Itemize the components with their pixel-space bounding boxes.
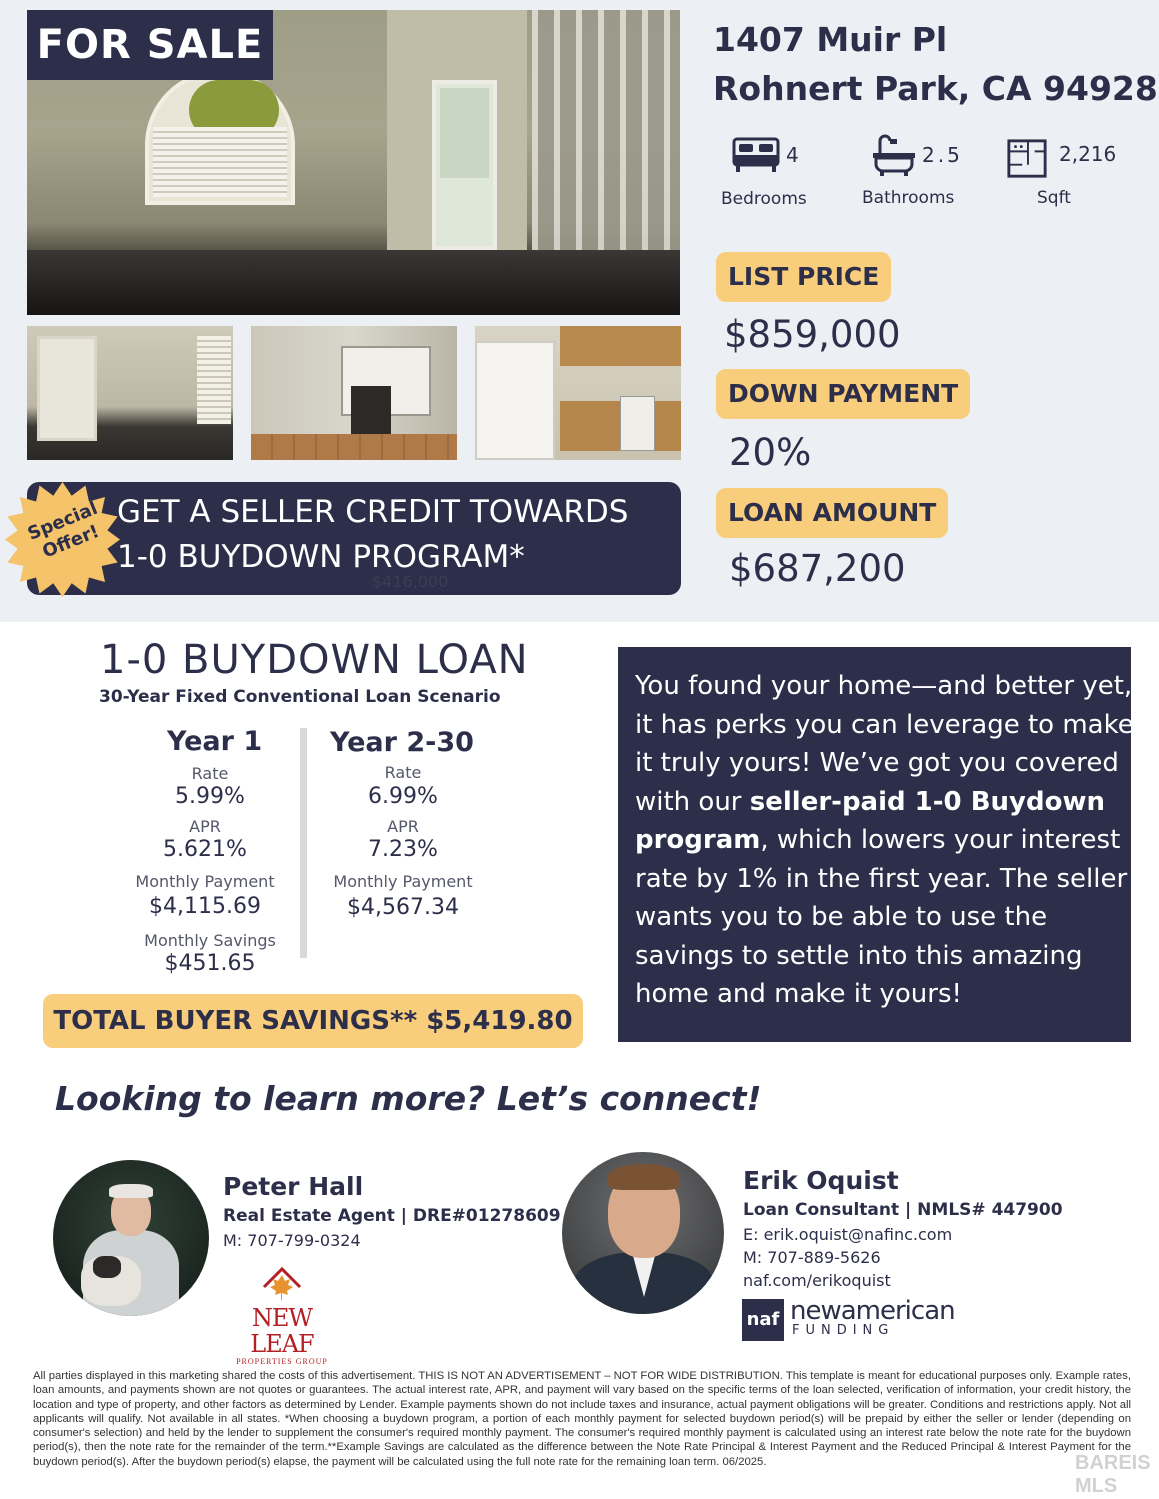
front-door <box>432 80 497 250</box>
bathtub-icon <box>870 133 920 181</box>
agent-avatar <box>53 1160 209 1316</box>
lender-name: Erik Oquist <box>743 1166 899 1195</box>
year2-payment-label: Monthly Payment <box>333 872 473 891</box>
ghost-price: $416,000 <box>372 572 449 591</box>
year1-apr: 5.621% <box>163 837 247 862</box>
naf-logo-mark: naf <box>742 1299 784 1341</box>
year1-savings-label: Monthly Savings <box>144 931 276 950</box>
legal-disclaimer: All parties displayed in this marketing shared the costs of this advertisement. THIS IS NOT AN ADVERTISEMENT – NOT FOR WIDE DISTRIBUTION. This template is meant for educational purposes only. Example rates, loan amounts, and payments shown are not quotes or guarantees. The actual interest rate, APR, and payment will vary based on the specific terms of the loan selected, verification of information, your credit history, the location and type of property, and other factors as determined by Lender. Example payments shown do not include taxes and insurance, actual payment obligations will be greater. Conditions and restrictions apply. Not all applicants will qualify. Not available in all states. *When choosing a buydown program, a portion of each monthly payment for selected buydown period(s) will be prepaid by either the seller or lender (depending on consumer's selection) and held by the lender to supplement the consumer's required monthly payment. The consumer's required monthly payment is calculated using an interest rate below the note rate for the buydown period(s), then the note rate for the remainder of the term.**Example Savings are calculated as the difference between the Note Rate Principal & Interest Payment and the Reduced Principal & Interest Payment for the buydown period(s). After the buydown period(s) elapse, the payment will be calculated using the full note rate for the remaining loan term. 06/2025. <box>33 1370 1131 1468</box>
year1-heading: Year 1 <box>167 726 263 757</box>
loan-amount-pill: LOAN AMOUNT <box>716 488 948 538</box>
connect-heading: Looking to learn more? Let’s connect! <box>55 1079 762 1118</box>
lender-avatar <box>562 1152 724 1314</box>
loan-amount-value: $687,200 <box>729 547 906 590</box>
bed-icon <box>731 133 781 181</box>
staircase <box>532 10 680 270</box>
new-leaf-name: NEW LEAF <box>250 1304 314 1358</box>
year2-apr-label: APR <box>387 817 419 836</box>
year2-heading: Year 2-30 <box>330 727 474 758</box>
thumbnail-kitchen[interactable] <box>475 326 681 460</box>
total-savings-pill: TOTAL BUYER SAVINGS** $5,419.80 <box>43 994 583 1048</box>
floorplan-icon <box>1005 138 1049 184</box>
thumbnail-laundry[interactable] <box>251 326 457 460</box>
agent-phone[interactable]: M: 707-799-0324 <box>223 1231 361 1250</box>
for-sale-badge: FOR SALE <box>27 10 273 80</box>
lender-role: Loan Consultant | NMLS# 447900 <box>743 1200 1063 1220</box>
year1-rate-label: Rate <box>191 764 229 783</box>
buydown-subtitle: 30-Year Fixed Conventional Loan Scenario <box>99 687 501 707</box>
agent-name: Peter Hall <box>223 1172 364 1201</box>
lender-website[interactable]: naf.com/erikoquist <box>743 1271 891 1290</box>
address-street: 1407 Muir Pl <box>713 20 948 59</box>
thumbnail-living-room[interactable] <box>27 326 233 460</box>
year2-rate-label: Rate <box>384 763 422 782</box>
list-price-pill: LIST PRICE <box>716 252 891 302</box>
new-leaf-sub: PROPERTIES GROUP <box>236 1357 328 1366</box>
lender-email[interactable]: E: erik.oquist@nafinc.com <box>743 1225 953 1244</box>
year2-payment: $4,567.34 <box>347 895 459 920</box>
promo-text: You found your home—and better yet, it has perks you can leverage to make it truly yours! We’ve got you covered with our seller-paid 1-0 Buydown program, which lowers your interest rate by 1% in the first year. The seller wants you to be able to use the savings to settle into this amazing home and make it yours! <box>635 671 1134 1009</box>
sqft-value: 2,216 <box>1059 142 1117 166</box>
agent-role: Real Estate Agent | DRE#01278609 <box>223 1206 561 1226</box>
bathrooms-value: 2.5 <box>922 143 963 167</box>
maple-leaf-icon <box>260 1265 304 1305</box>
sqft-label: Sqft <box>1037 188 1071 208</box>
naf-logo-sub: FUNDING <box>792 1323 895 1338</box>
bedrooms-label: Bedrooms <box>721 189 807 209</box>
year1-payment-label: Monthly Payment <box>135 872 275 891</box>
down-payment-value: 20% <box>729 431 812 474</box>
address-city: Rohnert Park, CA 94928 <box>713 69 1158 108</box>
year1-savings: $451.65 <box>164 951 256 976</box>
mls-watermark: BAREIS MLS <box>1075 1452 1151 1497</box>
down-payment-pill: DOWN PAYMENT <box>716 369 970 419</box>
banner-line-1: GET A SELLER CREDIT TOWARDS <box>117 494 629 530</box>
year1-apr-label: APR <box>189 817 221 836</box>
special-offer-text: Special Offer! <box>24 497 103 563</box>
lender-phone[interactable]: M: 707-889-5626 <box>743 1248 881 1267</box>
year1-rate: 5.99% <box>175 784 245 809</box>
year2-apr: 7.23% <box>368 837 438 862</box>
buydown-title: 1-0 BUYDOWN LOAN <box>100 637 529 683</box>
year2-rate: 6.99% <box>368 784 438 809</box>
banner-line-2: 1-0 BUYDOWN PROGRAM* <box>117 539 525 575</box>
promo-info-box <box>618 647 1134 1042</box>
promo-bold: seller-paid 1-0 Buydown program <box>635 786 1105 855</box>
bedrooms-value: 4 <box>786 143 799 167</box>
year1-payment: $4,115.69 <box>149 894 261 919</box>
arched-window <box>145 70 295 205</box>
new-leaf-logo <box>224 1265 340 1366</box>
naf-logo-word: newamerican <box>790 1296 955 1326</box>
bathrooms-label: Bathrooms <box>862 188 955 208</box>
list-price-value: $859,000 <box>724 313 901 356</box>
seller-credit-banner <box>24 482 681 595</box>
